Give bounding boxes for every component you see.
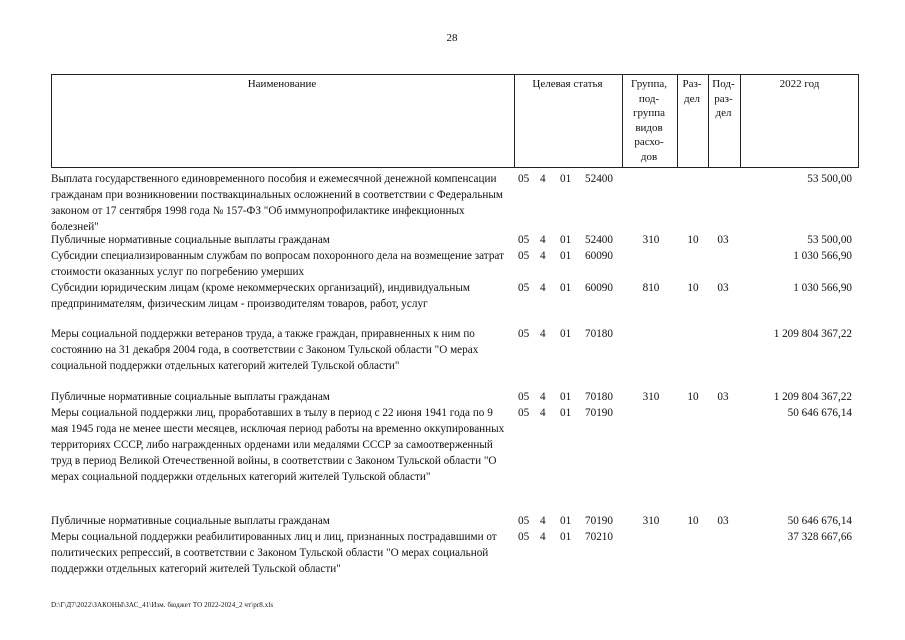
target-code-1: 05	[518, 328, 530, 340]
target-code-1: 05	[518, 391, 530, 403]
row-name: Выплата государственного единовременного пособия и ежемесячной денежной компенсации гражданам при возникновении поствакцинальных осложнений в соответствии с Федеральным законом от 17 сентября 1998 года № 157-ФЗ "Об иммунопрофилактике инфекционных болезней"	[51, 173, 504, 233]
target-code-1: 05	[518, 173, 530, 185]
target-code-4: 52400	[585, 234, 613, 246]
target-code-1: 05	[518, 531, 530, 543]
target-code-1: 05	[518, 234, 530, 246]
header-border-left	[51, 74, 52, 168]
subsection-code: 03	[717, 391, 729, 403]
target-code-2: 4	[540, 234, 546, 246]
header-name: Наименование	[247, 78, 317, 90]
target-code-3: 01	[560, 328, 572, 340]
header-group-line: видов	[635, 121, 663, 134]
section-code: 10	[687, 391, 699, 403]
target-code-2: 4	[540, 250, 546, 262]
amount-2022: 1 030 566,90	[793, 250, 852, 262]
target-code-4: 70210	[585, 531, 613, 543]
amount-2022: 1 209 804 367,22	[773, 391, 852, 403]
amount-2022: 50 646 676,14	[787, 515, 852, 527]
row-name: Публичные нормативные социальные выплаты гражданам	[51, 234, 330, 246]
target-code-1: 05	[518, 407, 530, 419]
page-number: 28	[446, 32, 458, 44]
target-code-2: 4	[540, 531, 546, 543]
target-code-3: 01	[560, 250, 572, 262]
expense-group: 310	[642, 234, 660, 246]
header-section	[677, 75, 707, 167]
target-code-1: 05	[518, 250, 530, 262]
header-divider	[708, 74, 709, 168]
header-divider	[677, 74, 678, 168]
header-subsection-line: Под-	[712, 78, 735, 90]
header-group-line: группа	[632, 107, 666, 120]
target-code-3: 01	[560, 173, 572, 185]
row-name: Публичные нормативные социальные выплаты гражданам	[51, 391, 330, 403]
header-subsection-line: дел	[715, 107, 732, 120]
expense-group: 310	[642, 391, 660, 403]
subsection-code: 03	[717, 515, 729, 527]
target-code-4: 70180	[585, 391, 613, 403]
subsection-code: 03	[717, 282, 729, 294]
target-code-2: 4	[540, 407, 546, 419]
target-code-3: 01	[560, 407, 572, 419]
target-code-2: 4	[540, 328, 546, 340]
amount-2022: 37 328 667,66	[787, 531, 852, 543]
amount-2022: 1 209 804 367,22	[773, 328, 852, 340]
header-subsection	[708, 75, 739, 167]
row-name: Меры социальной поддержки ветеранов труда, а также граждан, приравненных к ним по состоянию на 31 декабря 2004 года, в соответствии с Законом Тульской области "О мерах социальной поддержки отдельных категорий жителей Тульской области"	[51, 328, 479, 372]
target-code-4: 70190	[585, 515, 613, 527]
target-code-3: 01	[560, 391, 572, 403]
target-code-1: 05	[518, 282, 530, 294]
amount-2022: 53 500,00	[807, 173, 852, 185]
file-path-footer: D:\Г\Д7\2022\ЗАКОНЫ\ЗАС_41\Изм. бюджет ТО 2022-2024_2 чт\pr8.xls	[51, 601, 274, 609]
target-code-4: 60090	[585, 250, 613, 262]
header-group-line: расхо-	[634, 136, 664, 149]
target-code-2: 4	[540, 173, 546, 185]
target-code-4: 70180	[585, 328, 613, 340]
header-year: 2022 год	[779, 78, 820, 90]
amount-2022: 1 030 566,90	[793, 282, 852, 294]
target-code-4: 60090	[585, 282, 613, 294]
header-subsection-line: раз-	[714, 92, 733, 105]
target-code-3: 01	[560, 234, 572, 246]
row-name: Субсидии специализированным службам по вопросам похоронного дела на возмещение затрат стоимости оказанных услуг по погребению умерших	[51, 250, 504, 278]
section-code: 10	[687, 234, 699, 246]
amount-2022: 53 500,00	[807, 234, 852, 246]
target-code-4: 52400	[585, 173, 613, 185]
header-divider	[740, 74, 741, 168]
row-name: Субсидии юридическим лицам (кроме некоммерческих организаций), индивидуальным предпринимателям, физическим лицам - производителям товаров, работ, услуг	[51, 282, 470, 310]
target-code-4: 70190	[585, 407, 613, 419]
header-border-right	[858, 74, 859, 168]
row-name: Меры социальной поддержки лиц, проработавших в тылу в период с 22 июня 1941 года по 9 мая 1945 года не менее шести месяцев, исключая период работы на временно оккупированных территориях СССР, либо награжденных орденами или медалями СССР за самоотверженный труд в период Великой Отечественной войны, в соответствии с Законом Тульской области "О мерах социальной поддержки отдельных категорий жителей Тульской области"	[51, 407, 505, 483]
target-code-2: 4	[540, 515, 546, 527]
target-code-3: 01	[560, 531, 572, 543]
expense-group: 310	[642, 515, 660, 527]
row-name: Меры социальной поддержки реабилитированных лиц и лиц, признанных пострадавшими от политических репрессий, в соответствии с Законом Тульской области "О мерах социальной поддержки отдельных категорий жителей Тульской области"	[51, 531, 497, 575]
header-divider	[514, 74, 515, 168]
target-code-1: 05	[518, 515, 530, 527]
subsection-code: 03	[717, 234, 729, 246]
target-code-3: 01	[560, 515, 572, 527]
header-section-line: Раз-	[682, 78, 702, 90]
header-section-line: дел	[684, 92, 700, 105]
header-expense-group	[622, 75, 676, 167]
section-code: 10	[687, 515, 699, 527]
amount-2022: 50 646 676,14	[787, 407, 852, 419]
expense-group: 810	[642, 282, 660, 294]
header-target-article: Целевая статья	[532, 78, 603, 90]
table-header	[51, 74, 859, 168]
target-code-3: 01	[560, 282, 572, 294]
target-code-2: 4	[540, 282, 546, 294]
row-name: Публичные нормативные социальные выплаты гражданам	[51, 515, 330, 527]
section-code: 10	[687, 282, 699, 294]
header-group-line: дов	[640, 150, 658, 163]
target-code-2: 4	[540, 391, 546, 403]
header-divider	[622, 74, 623, 168]
header-group-line: под-	[638, 92, 660, 105]
header-group-line: Группа,	[631, 78, 667, 90]
